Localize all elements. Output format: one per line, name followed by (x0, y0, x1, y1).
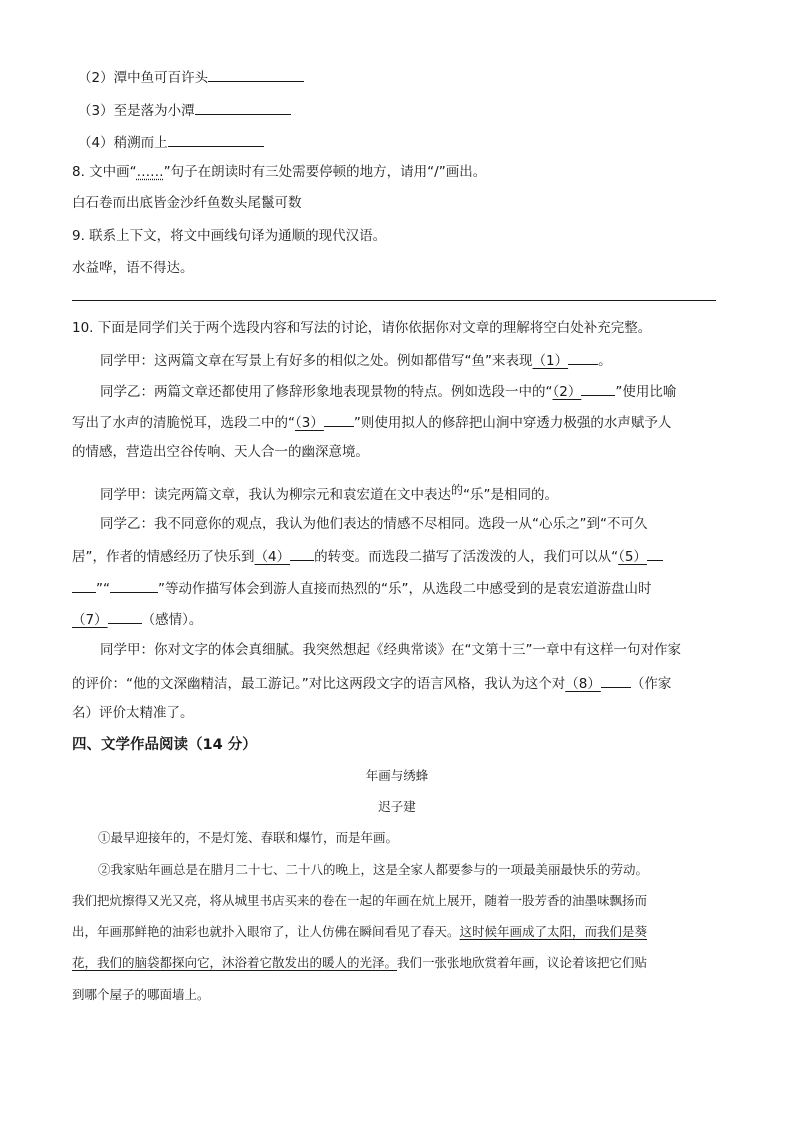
q10-para-3 (100, 480, 558, 505)
paragraph-text: 。 (598, 353, 612, 369)
q7-item-4 (78, 131, 264, 153)
q8-sentence: 白石卷而出底皆金沙纤鱼数头尾鬣可数 (72, 195, 302, 211)
article-para-2-line-2: 我们把炕擦得又光又亮，将从城里书店买来的卷在一起的年画在炕上展开，随着一股芳香的油墨味飘扬而 (72, 893, 648, 908)
answer-blank-8[interactable] (601, 672, 631, 688)
q7-item-4-label: （4）稍溯而上 (78, 135, 168, 151)
paragraph-text: 的 (451, 483, 464, 497)
paragraph-text: ”“ (96, 581, 110, 597)
section-heading: 四、文学作品阅读（14 分） (72, 737, 257, 753)
blank-label-1: （1） (532, 353, 569, 369)
q10-para-5-line-2 (72, 672, 671, 694)
article-para-2-line-1: ②我家贴年画总是在腊月二十七、二十八的晚上，这是全家人都要参与的一项最美丽最快乐的劳动。 (98, 862, 649, 877)
paragraph-text: （作家 (630, 676, 672, 692)
underlined-sentence: 这时候年画成了太阳，而我们是葵 (459, 924, 648, 939)
paragraph-text: 同学甲：读完两篇文章，我认为柳宗元和袁宏道在文中表达 (100, 487, 451, 503)
paragraph-text: ”使用比喻 (615, 384, 677, 400)
q7-item-3-label: （3）至是落为小潭 (78, 103, 195, 119)
q8-prompt (72, 162, 486, 182)
answer-blank-2[interactable] (581, 380, 615, 396)
blank-label-2: （2） (552, 384, 582, 400)
paragraph-text: ”则使用拟人的修辞把山涧中穿透力极强的水声赋予人 (353, 415, 672, 431)
answer-blank[interactable] (168, 131, 264, 147)
paragraph-text: 出，年画那鲜艳的油彩也就扑入眼帘了，让人仿佛在瞬间看见了春天。 (72, 924, 460, 939)
paragraph-text: 我们一张张地欣赏着年画，议论着该把它们贴 (397, 955, 648, 970)
q7-item-3 (78, 99, 291, 121)
answer-blank-3[interactable] (324, 411, 354, 427)
q9-sentence: 水益哗，语不得达。 (72, 260, 194, 276)
blank-label-4: （4） (254, 549, 291, 565)
q10-para-4-line-2 (72, 545, 663, 567)
blank-label-8: （8） (565, 676, 601, 692)
answer-blank-6[interactable] (110, 577, 158, 593)
answer-blank-1[interactable] (568, 349, 598, 365)
blank-label-7: （7） (72, 612, 108, 628)
paragraph-text: 居”，作者的情感经历了快乐到 (72, 549, 255, 565)
blank-label-3: （3） (295, 415, 324, 431)
paragraph-text: 同学乙：两篇文章还都使用了修辞形象地表现景物的特点。例如选段一中的“ (100, 384, 553, 400)
underlined-sentence: 花，我们的脑袋都探向它，沐浴着它散发出的暖人的光泽。 (72, 955, 398, 970)
q9-prompt: 9. 联系上下文，将文中画线句译为通顺的现代汉语。 (72, 228, 387, 244)
paragraph-text: 的转变。而选段二描写了活泼泼的人，我们可以从“ (314, 549, 619, 565)
article-para-2-line-3 (72, 922, 647, 942)
answer-blank-5[interactable] (647, 545, 663, 561)
q10-para-2-line-1 (100, 380, 676, 402)
answer-blank[interactable] (195, 99, 291, 115)
q7-item-2 (78, 66, 304, 88)
q8-prompt-text: 8. 文中画“ (72, 164, 137, 180)
article-para-1: ①最早迎接年的，不是灯笼、春联和爆竹，而是年画。 (98, 830, 399, 845)
blank-label-5: （5） (618, 549, 647, 565)
q10-para-2-line-3: 的情感，营造出空谷传响、天人合一的幽深意境。 (72, 444, 369, 460)
q7-item-2-label: （2）潭中鱼可百许头 (78, 70, 209, 86)
q10-para-4-line-1: 同学乙：我不同意你的观点，我认为他们表达的情感不尽相同。选段一从“心乐之”到“不可久 (100, 516, 648, 532)
q10-para-1 (100, 349, 612, 371)
q10-para-5-line-3: 名）评价太精准了。 (72, 705, 194, 721)
paragraph-text: 同学甲：这两篇文章在写景上有好多的相似之处。例如都借写“鱼”来表现 (100, 353, 533, 369)
paragraph-text: （感情）。 (141, 612, 203, 628)
article-author: 迟子建 (378, 799, 416, 814)
answer-blank[interactable] (208, 66, 304, 82)
q8-prompt-text: ”句子在朗读时有三处需要停顿的地方，请用“/”画出。 (163, 164, 487, 180)
q10-para-5-line-1: 同学甲：你对文字的体会真细腻。我突然想起《经典常谈》在“文第十三”一章中有这样一句对作家 (100, 642, 681, 658)
q10-para-2-line-2 (72, 411, 671, 433)
answer-blank-5[interactable] (72, 577, 96, 593)
article-para-2-line-5: 到哪个屋子的哪面墙上。 (72, 987, 210, 1002)
article-title: 年画与绣蜂 (365, 768, 429, 783)
q10-para-4-line-4 (72, 608, 202, 630)
paragraph-text: “乐”是相同的。 (463, 487, 559, 503)
paragraph-text: 的评价：“他的文深幽精洁，最工游记。”对比这两段文字的语言风格，我认为这个对 (72, 676, 566, 692)
answer-blank-7[interactable] (108, 608, 142, 624)
paragraph-text: ”等动作描写体会到游人直接而热烈的“乐”，从选段二中感受到的是袁宏道游盘山时 (158, 581, 652, 597)
paragraph-text: 写出了水声的清脆悦耳，选段二中的“ (72, 415, 295, 431)
q10-para-4-line-3 (72, 577, 651, 599)
answer-blank-4[interactable] (290, 545, 314, 561)
wavy-mark: …… (136, 164, 164, 180)
answer-line[interactable] (72, 300, 716, 301)
q10-prompt: 10. 下面是同学们关于两个选段内容和写法的讨论，请你依据你对文章的理解将空白处补充完整。 (72, 320, 652, 336)
article-para-2-line-4 (72, 953, 647, 973)
